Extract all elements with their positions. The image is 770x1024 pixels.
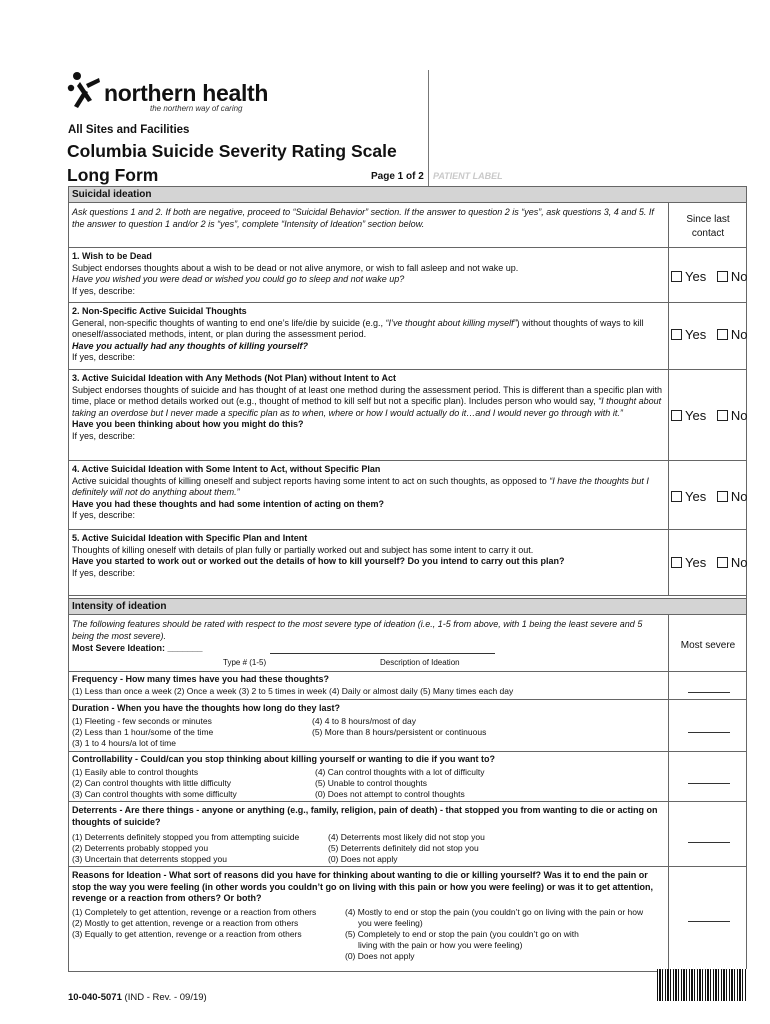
row-divider [68,302,747,303]
column-divider-intensity [668,615,669,972]
question-3 [72,373,666,442]
reasons-answer[interactable] [688,921,730,922]
question-5-ask: Have you started to work out or worked out the details of how to kill yourself? Do you intend to carry out this plan? [72,556,565,566]
question-5-text: Thoughts of killing oneself with details of plan fully or partially worked out and subject has some intent to carry it out. [72,544,534,555]
sites-label: All Sites and Facilities [68,124,190,136]
controllability-option-1: (1) Easily able to control thoughts [72,767,199,777]
description-label: Description of Ideation [380,658,460,667]
question-5-title: 5. Active Suicidal Ideation with Specific Plan and Intent [72,533,308,543]
question-5-yes-checkbox[interactable] [671,557,682,568]
reasons-option-4: (4) Mostly to end or stop the pain (you couldn’t go on living with the pain or how [345,907,644,917]
question-1-yes-checkbox[interactable] [671,271,682,282]
deterrents-answer[interactable] [688,842,730,843]
duration-option-4: (4) 4 to 8 hours/most of day [312,716,416,726]
deterrents-option-4: (4) Deterrents most likely did not stop you [328,832,485,842]
question-3-answer [671,408,747,423]
section-heading-intensity: Intensity of ideation [68,598,747,615]
row-divider [68,529,747,530]
since-last-contact-header: Since last contact [686,214,730,239]
row-divider [68,866,747,867]
yes-label: Yes [685,489,707,504]
question-5-describe[interactable]: If yes, describe: [72,567,136,578]
controllability-option-3: (3) Can control thoughts with some difficulty [72,789,237,799]
question-1-no-checkbox[interactable] [717,271,728,282]
reasons-option-1: (1) Completely to get attention, revenge or a reaction from others [72,907,317,917]
question-1-ask: Have you wished you were dead or wished you could go to sleep and not wake up? [72,274,405,284]
reasons-option-5-cont: living with the pain or how you were feeling) [358,940,523,950]
deterrents-option-2: (2) Deterrents probably stopped you [72,843,209,853]
yes-label: Yes [685,269,707,284]
barcode [657,969,747,1001]
northern-health-logo-icon [66,70,102,110]
row-divider [68,801,747,802]
form-title: Columbia Suicide Severity Rating Scale [67,141,397,161]
deterrents-option-0: (0) Does not apply [328,854,398,864]
column-divider-ideation [668,203,669,595]
no-label: No [730,269,748,284]
question-3-no-checkbox[interactable] [717,410,728,421]
deterrents-option-5: (5) Deterrents definitely did not stop you [328,843,479,853]
row-divider [68,369,747,370]
most-severe-header: Most severe [680,640,736,651]
question-4-no-checkbox[interactable] [717,491,728,502]
question-3-title: 3. Active Suicidal Ideation with Any Methods (Not Plan) without Intent to Act [72,373,397,383]
duration-option-1: (1) Fleeting - few seconds or minutes [72,716,212,726]
type-label: Type # (1-5) [223,658,267,667]
question-1 [72,251,666,297]
no-label: No [730,408,748,423]
row-divider [68,460,747,461]
question-2-no-checkbox[interactable] [717,329,728,340]
question-2-describe[interactable]: If yes, describe: [72,352,136,362]
deterrents-option-3: (3) Uncertain that deterrents stopped you [72,854,227,864]
question-1-text: Subject endorses thoughts about a wish to be dead or not alive anymore, or wish to fall asleep and not wake up. [72,262,519,273]
question-5 [72,533,666,579]
form-subtitle: Long Form [67,165,159,185]
reasons-option-3: (3) Equally to get attention, revenge or a reaction from others [72,929,302,939]
question-2-title: 2. Non-Specific Active Suicidal Thoughts [72,306,247,316]
yes-label: Yes [685,408,707,423]
row-divider [68,751,747,752]
no-label: No [730,555,748,570]
reasons-title: Reasons for Ideation - What sort of reasons did you have for thinking about wanting to die or killing yourself? Was it to end the pain or stop the way you were feeling (in other words you couldn’t go on living with this pain or how you were feeling) or was it to get attention, revenge or a reaction from others? Or both? [72,870,654,903]
question-4-title: 4. Active Suicidal Ideation with Some Intent to Act, without Specific Plan [72,464,381,474]
question-2-yes-checkbox[interactable] [671,329,682,340]
header-divider [428,70,429,187]
no-label: No [730,489,748,504]
duration-option-5: (5) More than 8 hours/persistent or continuous [312,727,487,737]
duration-option-2: (2) Less than 1 hour/some of the time [72,727,214,737]
frequency-answer[interactable] [688,692,730,693]
question-4-yes-checkbox[interactable] [671,491,682,502]
most-severe-label: Most Severe Ideation: _______ [72,643,203,653]
row-divider [68,595,747,596]
question-4-ask: Have you had these thoughts and had some intention of acting on them? [72,498,385,509]
form-number: 10-040-5071 (IND - Rev. - 09/19) [68,992,207,1003]
frequency-options: (1) Less than once a week (2) Once a week (3) 2 to 5 times in week (4) Daily or almost daily (5) Many times each day [72,686,514,696]
reasons-option-5: (5) Completely to end or stop the pain (you couldn’t go on with [345,929,579,939]
controllability-answer[interactable] [688,783,730,784]
controllability-option-5: (5) Unable to control thoughts [315,778,427,788]
frequency-title: Frequency - How many times have you had these thoughts? [72,674,330,684]
row-divider [68,671,747,672]
question-2-text: General, non-specific thoughts of wanting to end one’s life/die by suicide (e.g., “I’ve thought about killing myself”) without thoughts of ways to kill oneself/associated methods, intent, or plan during the assessment period. [72,317,644,339]
patient-label-area[interactable]: PATIENT LABEL [433,171,503,181]
reasons-option-0: (0) Does not apply [345,951,415,961]
question-3-describe[interactable]: If yes, describe: [72,430,136,441]
question-1-describe[interactable]: If yes, describe: [72,285,136,296]
question-4-text: Active suicidal thoughts of killing oneself and subject reports having some intent to act on such thoughts, as opposed to “I have the thoughts but I definitely will not do anything about them.” [72,475,649,497]
question-5-no-checkbox[interactable] [717,557,728,568]
intensity-instructions: The following features should be rated with respect to the most severe type of ideation (i.e., 1-5 from above, with 1 being the least severe and 5 being the most severe). [72,619,643,641]
row-divider [68,247,747,248]
row-divider [68,699,747,700]
reasons-option-4-cont: you were feeling) [358,918,423,928]
controllability-option-0: (0) Does not attempt to control thoughts [315,789,465,799]
ideation-instructions: Ask questions 1 and 2. If both are negative, proceed to “Suicidal Behavior” section. If the answer to question 2 is “yes”, ask questions 3, 4 and 5. If the answer to question 1 and/or 2 is “yes”, complete “Intensity of Ideation” section below. [72,207,654,229]
question-4 [72,464,666,522]
controllability-title: Controllability - Could/can you stop thinking about killing yourself or wanting to die if you want to? [72,754,495,764]
question-1-title: 1. Wish to be Dead [72,251,152,261]
controllability-option-4: (4) Can control thoughts with a lot of difficulty [315,767,485,777]
question-3-ask: Have you been thinking about how you might do this? [72,419,304,429]
question-2-ask: Have you actually had any thoughts of killing yourself? [72,340,309,351]
deterrents-option-1: (1) Deterrents definitely stopped you from attempting suicide [72,832,300,842]
question-4-answer [671,489,747,504]
yes-label: Yes [685,327,707,342]
question-3-yes-checkbox[interactable] [671,410,682,421]
controllability-option-2: (2) Can control thoughts with little difficulty [72,778,232,788]
question-2 [72,306,666,364]
reasons-option-2: (2) Mostly to get attention, revenge or a reaction from others [72,918,299,928]
page-indicator: Page 1 of 2 [371,171,424,182]
duration-answer[interactable] [688,732,730,733]
logo-tagline: the northern way of caring [150,104,243,113]
logo-text: northern health [104,80,269,106]
question-5-answer [671,555,747,570]
duration-option-3: (3) 1 to 4 hours/a lot of time [72,738,176,748]
question-2-answer [671,327,747,342]
no-label: No [730,327,748,342]
description-line[interactable] [270,653,495,654]
question-3-text: Subject endorses thoughts of suicide and has thought of at least one method during the assessment period. This is different than a specific plan with time, place or method details worked out (e.g., thought of method to kill self but not a specific plan). Includes person who would say, “I thought about taking an overdose but I never made a specific plan as to when, where or how I would actually do it…and I would never go through with it.” [72,384,663,418]
yes-label: Yes [685,555,707,570]
section-heading-ideation: Suicidal ideation [68,186,747,203]
question-4-describe[interactable]: If yes, describe: [72,510,136,520]
deterrents-title: Deterrents - Are there things - anyone or anything (e.g., family, religion, pain of death) - that stopped you from wanting to die or acting on thoughts of suicide? [72,805,658,827]
duration-title: Duration - When you have the thoughts how long do they last? [72,703,340,713]
question-1-answer [671,269,747,284]
